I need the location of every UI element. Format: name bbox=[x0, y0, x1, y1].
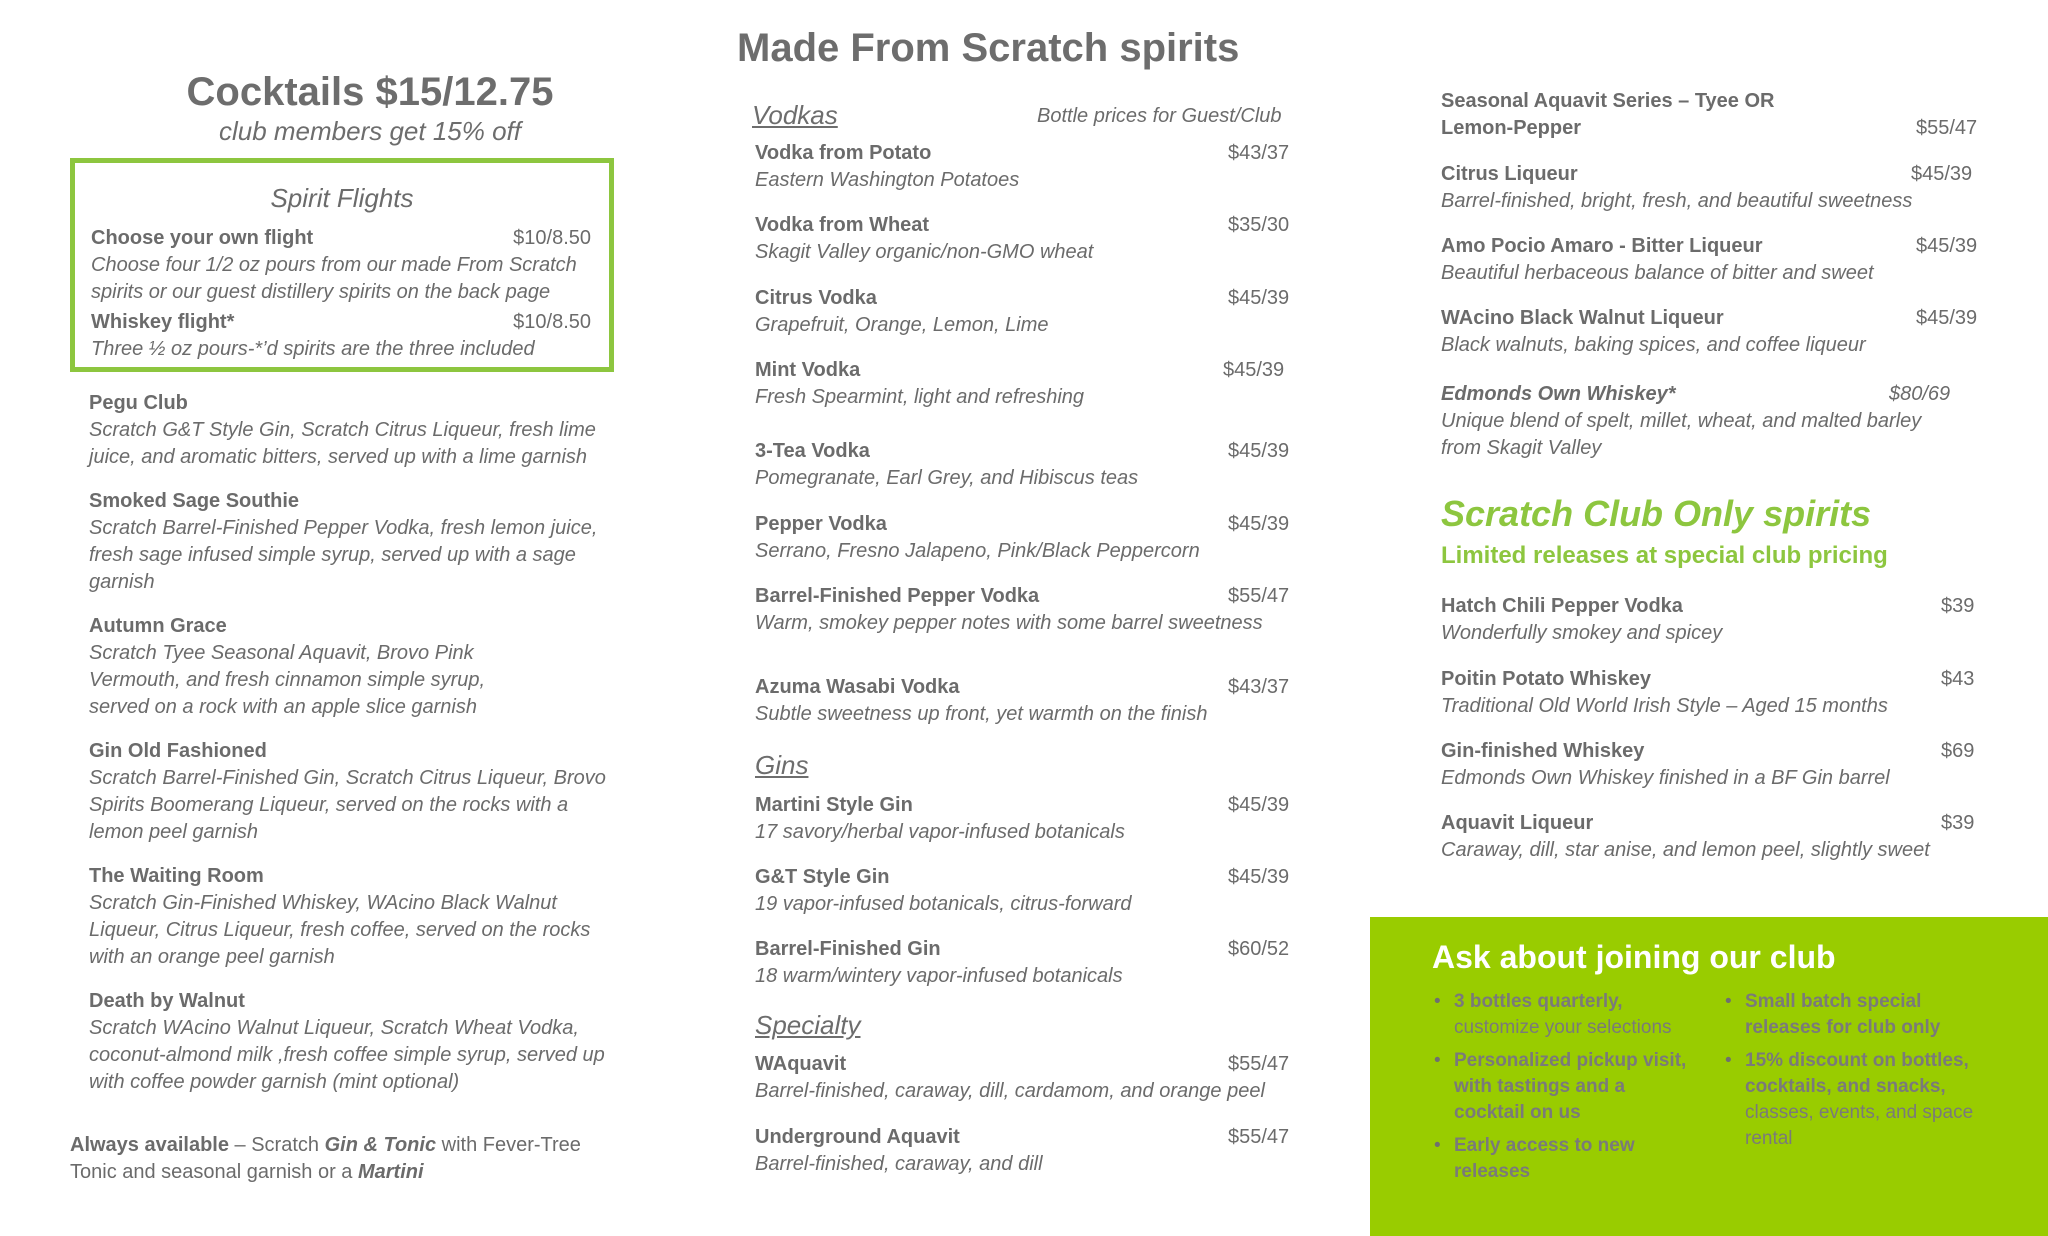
menu-item bbox=[755, 1124, 1295, 1178]
always-text: with Fever-Tree Tonic and seasonal garnish or a bbox=[70, 1134, 581, 1183]
item-name: Gin-finished Whiskey bbox=[1441, 740, 1645, 762]
benefit-text: customize your selections bbox=[1454, 1017, 1672, 1038]
item-name: Azuma Wasabi Vodka bbox=[755, 676, 960, 698]
menu-item bbox=[755, 583, 1295, 637]
item-price: $80/69 bbox=[1889, 383, 1951, 405]
spirit-flights-box bbox=[70, 158, 614, 372]
benefit-text: classes, events, and space rental bbox=[1745, 1102, 1974, 1149]
item-name: Citrus Liqueur bbox=[1441, 163, 1578, 185]
item-desc: Caraway, dill, star anise, and lemon peel, slightly sweet bbox=[1441, 839, 1930, 861]
benefit-item bbox=[1434, 1048, 1694, 1126]
cocktail-name: Gin Old Fashioned bbox=[89, 740, 267, 762]
item-desc: Black walnuts, baking spices, and coffee liqueur bbox=[1441, 334, 1866, 356]
item-price: $39 bbox=[1941, 595, 1975, 617]
menu-item bbox=[1441, 810, 1981, 864]
cocktail-item bbox=[89, 863, 619, 971]
item-desc: Beautiful herbaceous balance of bitter and sweet bbox=[1441, 262, 1874, 284]
section-gins: Gins bbox=[755, 750, 809, 780]
item-price: $60/52 bbox=[1228, 938, 1290, 960]
menu-item bbox=[1441, 666, 1981, 720]
menu-item bbox=[755, 438, 1295, 492]
item-price: $55/47 bbox=[1228, 585, 1290, 607]
item-name: Amo Pocio Amaro - Bitter Liqueur bbox=[1441, 235, 1763, 257]
cocktail-desc: Scratch Gin-Finished Whiskey, WAcino Black Walnut Liqueur, Citrus Liqueur, fresh coffee, served on the rocks with an orange peel garnish bbox=[89, 892, 591, 968]
item-name: Aquavit Liqueur bbox=[1441, 812, 1594, 834]
item-name: Barrel-Finished Gin bbox=[755, 938, 941, 960]
benefit-item bbox=[1434, 1133, 1694, 1185]
menu-item bbox=[1441, 381, 1961, 462]
menu-item bbox=[1441, 593, 1981, 647]
join-club-title: Ask about joining our club bbox=[1432, 939, 1836, 975]
cocktail-item bbox=[89, 390, 619, 471]
cocktail-name: Death by Walnut bbox=[89, 990, 245, 1012]
scratch-spirits-title: Made From Scratch spirits bbox=[737, 26, 1240, 70]
benefit-item bbox=[1434, 989, 1694, 1041]
item-desc: 17 savory/herbal vapor-infused botanicals bbox=[755, 821, 1125, 843]
item-desc: Grapefruit, Orange, Lemon, Lime bbox=[755, 314, 1049, 336]
cocktail-item bbox=[89, 988, 619, 1096]
item-price: $35/30 bbox=[1228, 214, 1290, 236]
item-price: $45/39 bbox=[1228, 513, 1290, 535]
item-price: $43 bbox=[1941, 668, 1975, 690]
cocktail-name: Autumn Grace bbox=[89, 615, 227, 637]
always-text: – Scratch bbox=[228, 1134, 325, 1156]
menu-item bbox=[755, 212, 1295, 266]
item-name: Pepper Vodka bbox=[755, 513, 887, 535]
item-name: Vodka from Wheat bbox=[755, 214, 930, 236]
benefit-strong: 3 bottles quarterly, bbox=[1454, 991, 1623, 1012]
item-price: $55/47 bbox=[1228, 1053, 1290, 1075]
cocktail-list bbox=[89, 390, 619, 1113]
item-name: Martini Style Gin bbox=[755, 794, 913, 816]
item-price: $45/39 bbox=[1228, 440, 1290, 462]
item-price: $69 bbox=[1941, 740, 1975, 762]
cocktails-title: Cocktails $15/12.75 bbox=[186, 70, 554, 114]
item-price: $45/39 bbox=[1228, 794, 1290, 816]
item-price: $55/47 bbox=[1228, 1126, 1290, 1148]
cocktail-desc: Scratch Tyee Seasonal Aquavit, Brovo Pink Vermouth, and fresh cinnamon simple syrup, served on a rock with an apple slice garnish bbox=[89, 642, 486, 718]
cocktail-name: The Waiting Room bbox=[89, 865, 264, 887]
item-name: G&T Style Gin bbox=[755, 866, 890, 888]
item-price: $45/39 bbox=[1916, 307, 1978, 329]
menu-item bbox=[755, 1051, 1295, 1105]
join-benefits-right bbox=[1725, 989, 1995, 1159]
menu-item bbox=[755, 936, 1295, 990]
menu-item bbox=[755, 511, 1295, 565]
menu-item bbox=[755, 864, 1295, 918]
flight-desc: Three ½ oz pours-*’d spirits are the three included bbox=[91, 338, 535, 360]
item-desc: 19 vapor-infused botanicals, citrus-forward bbox=[755, 893, 1132, 915]
cocktail-name: Pegu Club bbox=[89, 392, 188, 414]
benefit-item bbox=[1725, 989, 1995, 1041]
flight-name: Whiskey flight* bbox=[91, 311, 235, 333]
always-martini: Martini bbox=[357, 1161, 424, 1183]
cocktail-item bbox=[89, 738, 619, 846]
flight-item bbox=[91, 225, 591, 306]
cocktail-item bbox=[89, 613, 619, 721]
section-specialty: Specialty bbox=[755, 1010, 861, 1040]
item-name: Mint Vodka bbox=[755, 359, 861, 381]
item-price: $45/39 bbox=[1223, 359, 1285, 381]
item-desc: Eastern Washington Potatoes bbox=[755, 169, 1020, 191]
always-lead: Always available bbox=[70, 1134, 229, 1156]
menu-item bbox=[1441, 88, 1978, 142]
join-club-panel bbox=[1370, 917, 2048, 1236]
item-price: $43/37 bbox=[1228, 676, 1290, 698]
menu-item bbox=[1441, 233, 1981, 287]
item-desc: Unique blend of spelt, millet, wheat, and malted barley from Skagit Valley bbox=[1441, 410, 1922, 459]
menu-item bbox=[1441, 161, 1981, 215]
item-price: $45/39 bbox=[1228, 866, 1290, 888]
cocktails-subtitle: club members get 15% off bbox=[218, 116, 522, 146]
item-desc: Traditional Old World Irish Style – Aged 15 months bbox=[1441, 695, 1888, 717]
menu-item bbox=[755, 674, 1295, 728]
flight-price: $10/8.50 bbox=[513, 311, 591, 333]
item-name: Vodka from Potato bbox=[755, 142, 932, 164]
item-price: $55/47 bbox=[1916, 117, 1978, 139]
spirit-flights-title: Spirit Flights bbox=[270, 183, 414, 213]
item-price: $45/39 bbox=[1911, 163, 1973, 185]
menu-item bbox=[755, 285, 1295, 339]
item-desc: Fresh Spearmint, light and refreshing bbox=[755, 386, 1085, 408]
item-name: 3-Tea Vodka bbox=[755, 440, 870, 462]
benefit-strong: Personalized pickup visit, with tastings and a cocktail on us bbox=[1454, 1050, 1687, 1123]
item-desc: 18 warm/wintery vapor-infused botanicals bbox=[755, 965, 1123, 987]
item-name: Barrel-Finished Pepper Vodka bbox=[755, 585, 1040, 607]
cocktail-desc: Scratch Barrel-Finished Pepper Vodka, fresh lemon juice, fresh sage infused simple syrup, served up with a sage garnish bbox=[89, 517, 598, 593]
item-name: WAcino Black Walnut Liqueur bbox=[1441, 307, 1724, 329]
section-vodkas: Vodkas bbox=[752, 100, 838, 130]
item-desc: Barrel-finished, caraway, and dill bbox=[755, 1153, 1043, 1175]
flight-desc: Choose four 1/2 oz pours from our made From Scratch spirits or our guest distillery spirits on the back page bbox=[91, 254, 577, 303]
club-only-subtitle: Limited releases at special club pricing bbox=[1441, 542, 1888, 569]
item-name: Citrus Vodka bbox=[755, 287, 877, 309]
menu-item bbox=[1441, 305, 1981, 359]
item-desc: Barrel-finished, caraway, dill, cardamom, and orange peel bbox=[755, 1080, 1265, 1102]
cocktail-desc: Scratch WAcino Walnut Liqueur, Scratch Wheat Vodka, coconut-almond milk ,fresh coffee simple syrup, served up with coffee powder garnish (mint optional) bbox=[89, 1017, 605, 1093]
cocktail-desc: Scratch G&T Style Gin, Scratch Citrus Liqueur, fresh lime juice, and aromatic bitters, served up with a lime garnish bbox=[89, 419, 596, 468]
cocktail-item bbox=[89, 488, 619, 596]
item-name: Poitin Potato Whiskey bbox=[1441, 668, 1652, 690]
flight-price: $10/8.50 bbox=[513, 227, 591, 249]
item-desc: Serrano, Fresno Jalapeno, Pink/Black Peppercorn bbox=[755, 540, 1200, 562]
flight-name: Choose your own flight bbox=[91, 227, 314, 249]
item-desc: Wonderfully smokey and spicey bbox=[1441, 622, 1723, 644]
item-name: Seasonal Aquavit Series – Tyee OR Lemon-Pepper bbox=[1441, 90, 1775, 139]
benefit-strong: Early access to new releases bbox=[1454, 1135, 1635, 1182]
menu-item bbox=[755, 140, 1295, 194]
item-name: Underground Aquavit bbox=[755, 1126, 960, 1148]
benefit-item bbox=[1725, 1048, 1995, 1152]
item-desc: Barrel-finished, bright, fresh, and beautiful sweetness bbox=[1441, 190, 1913, 212]
bottle-price-note: Bottle prices for Guest/Club bbox=[1037, 105, 1282, 127]
join-benefits-left bbox=[1434, 989, 1694, 1192]
item-price: $45/39 bbox=[1228, 287, 1290, 309]
item-desc: Subtle sweetness up front, yet warmth on the finish bbox=[755, 703, 1208, 725]
item-desc: Edmonds Own Whiskey finished in a BF Gin barrel bbox=[1441, 767, 1890, 789]
flight-item bbox=[91, 309, 591, 363]
item-desc: Pomegranate, Earl Grey, and Hibiscus teas bbox=[755, 467, 1139, 489]
item-price: $39 bbox=[1941, 812, 1975, 834]
always-available-note bbox=[70, 1132, 630, 1186]
benefit-strong: Small batch special releases for club only bbox=[1745, 991, 1941, 1038]
cocktail-name: Smoked Sage Southie bbox=[89, 490, 300, 512]
menu-item bbox=[755, 357, 1295, 411]
benefit-strong: 15% discount on bottles, cocktails, and snacks, bbox=[1745, 1050, 1969, 1097]
item-desc: Warm, smokey pepper notes with some barrel sweetness bbox=[755, 612, 1263, 634]
club-only-title: Scratch Club Only spirits bbox=[1441, 493, 1872, 534]
item-price: $43/37 bbox=[1228, 142, 1290, 164]
item-price: $45/39 bbox=[1916, 235, 1978, 257]
cocktail-desc: Scratch Barrel-Finished Gin, Scratch Citrus Liqueur, Brovo Spirits Boomerang Liqueur, served on the rocks with a lemon peel garnish bbox=[89, 767, 606, 843]
always-gin: Gin & Tonic bbox=[324, 1134, 437, 1156]
menu-item bbox=[755, 792, 1295, 846]
item-desc: Skagit Valley organic/non-GMO wheat bbox=[755, 241, 1094, 263]
item-name: Edmonds Own Whiskey* bbox=[1441, 383, 1676, 405]
menu-item bbox=[1441, 738, 1981, 792]
item-name: WAquavit bbox=[755, 1053, 847, 1075]
item-name: Hatch Chili Pepper Vodka bbox=[1441, 595, 1683, 617]
